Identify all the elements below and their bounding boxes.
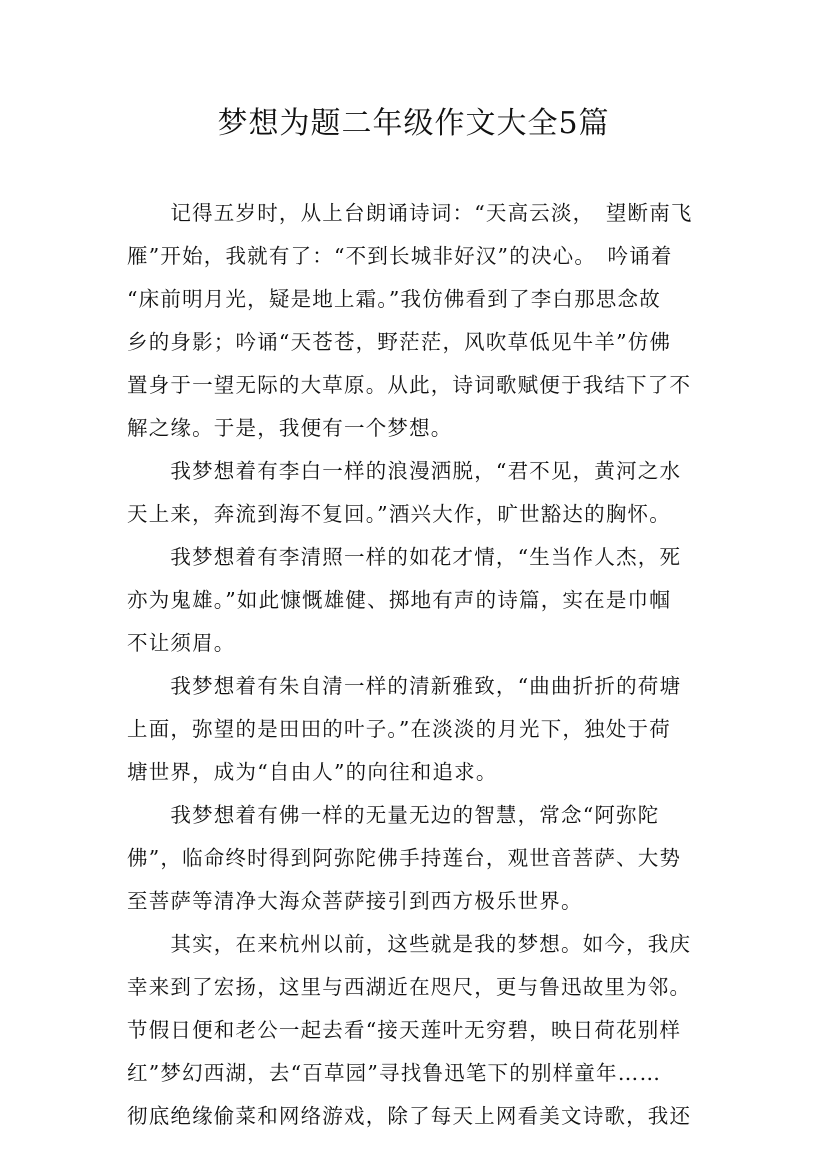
document-title: 梦想为题二年级作文大全5篇 — [217, 106, 610, 141]
text-line: 佛”，临命终时得到阿弥陀佛手持莲台，观世音菩萨、大势 — [127, 846, 682, 870]
text-line: 置身于一望无际的大草原。从此，诗词歌赋便于我结下了不 — [127, 373, 692, 397]
document-body — [127, 195, 707, 1134]
text-line: “床前明月光，疑是地上霜。”我仿佛看到了李白那思念故 — [127, 287, 661, 311]
text-line: 天上来，奔流到海不复回。”酒兴大作，旷世豁达的胸怀。 — [127, 502, 671, 526]
text-line: 其实，在来杭州以前，这些就是我的梦想。如今，我庆 — [127, 932, 692, 956]
text-line: 雁”开始，我就有了：“不到长城非好汉”的决心。 吟诵着 — [127, 244, 673, 268]
text-line: 我梦想着有李清照一样的如花才情，“生当作人杰，死 — [127, 545, 682, 569]
text-line: 记得五岁时，从上台朗诵诗词：“天高云淡， 望断南飞 — [127, 201, 693, 225]
text-line: 我梦想着有佛一样的无量无边的智慧，常念“阿弥陀 — [127, 803, 660, 827]
text-line: 乡的身影；吟诵“天苍苍，野茫茫，风吹草低见牛羊”仿佛 — [127, 330, 672, 354]
text-line: 至菩萨等清净大海众菩萨接引到西方极乐世界。 — [127, 889, 583, 913]
text-line: 节假日便和老公一起去看“接天莲叶无穷碧，映日荷花别样 — [127, 1018, 682, 1042]
text-line: 幸来到了宏扬，这里与西湖近在咫尺，更与鲁迅故里为邻。 — [127, 975, 692, 999]
text-line: 塘世界，成为“自由人”的向往和追求。 — [127, 760, 498, 784]
text-line: 彻底绝缘偷菜和网络游戏，除了每天上网看美文诗歌，我还 — [127, 1104, 692, 1128]
text-line: 红”梦幻西湖，去“百草园”寻找鲁迅笔下的别样童年…… — [127, 1061, 662, 1085]
text-line: 亦为鬼雄。”如此慷慨雄健、掷地有声的诗篇，实在是巾帼 — [127, 588, 671, 612]
text-line: 上面，弥望的是田田的叶子。”在淡淡的月光下，独处于荷 — [127, 717, 671, 741]
text-line: 不让须眉。 — [127, 631, 236, 655]
text-line: 我梦想着有李白一样的浪漫洒脱，“君不见，黄河之水 — [127, 459, 682, 483]
text-line: 我梦想着有朱自清一样的清新雅致，“曲曲折折的荷塘 — [127, 674, 682, 698]
text-line: 解之缘。于是，我便有一个梦想。 — [127, 416, 453, 440]
